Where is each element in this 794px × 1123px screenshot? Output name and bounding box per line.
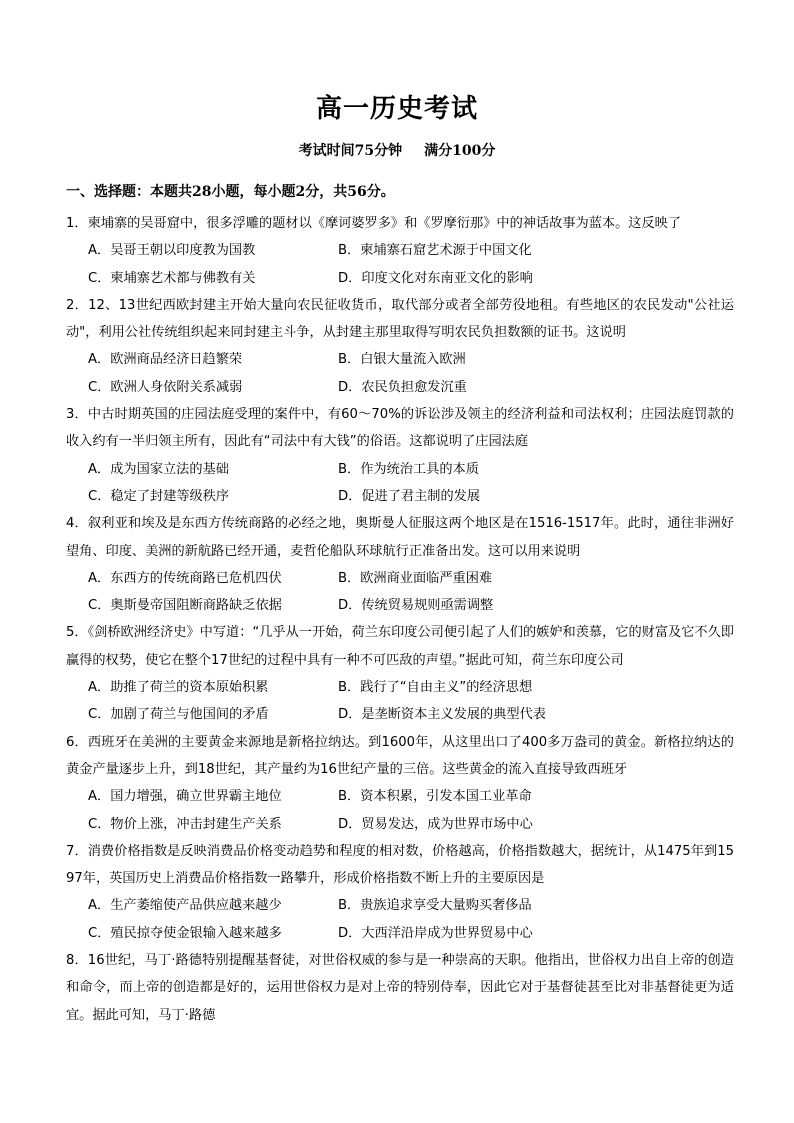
option-d: D．是垄断资本主义发展的典型代表 [338, 707, 546, 723]
question-8 [66, 947, 734, 1029]
option-a: A．东西方的传统商路已危机四伏 [88, 570, 282, 586]
option-d: D．促进了君主制的发展 [338, 488, 481, 504]
option-b: B．白银大量流入欧洲 [338, 352, 466, 368]
question-7 [66, 838, 734, 947]
option-b: B．欧洲商业面临严重困难 [338, 570, 493, 586]
option-b: B．贵族追求享受大量购买奢侈品 [338, 898, 532, 914]
option-c: C．加剧了荷兰与他国间的矛盾 [88, 707, 269, 723]
question-list [66, 210, 734, 1029]
question-4 [66, 510, 734, 619]
question-options [66, 783, 734, 838]
option-c: C．物价上涨，冲击封建生产关系 [88, 816, 282, 832]
question-1 [66, 210, 734, 292]
section-heading: 一、选择题：本题共28小题，每小题2分，共56分。 [66, 184, 395, 200]
question-stem: 5．《剑桥欧洲经济史》中写道：“几乎从一开始，荷兰东印度公司便引起了人们的嫉妒和羡慕，它的财富及它不久即赢得的权势，使它在整个17世纪的过程中具有一种不可匹敌的声望。”据此可知，荷兰东印度公司 [66, 625, 734, 668]
exam-time: 考试时间75分钟 [298, 143, 403, 159]
question-stem: 2．12、13世纪西欧封建主开始大量向农民征收货币，取代部分或者全部劳役地租。有些地区的农民发动"公社运动"，利用公社传统组织起来同封建主斗争，从封建主那里取得写明农民负担数额的证书。这说明 [66, 297, 734, 341]
option-a: A．欧洲商品经济日趋繁荣 [88, 352, 243, 368]
option-c: C．柬埔寨艺术都与佛教有关 [88, 270, 256, 286]
option-a: A．生产萎缩使产品供应越来越少 [88, 898, 282, 914]
question-stem: 3．中古时期英国的庄园法庭受理的案件中，有60～70%的诉讼涉及领主的经济利益和司法权利；庄园法庭罚款的收入约有一半归领主所有，因此有“司法中有大钱”的俗语。这都说明了庄园法庭 [66, 407, 734, 450]
option-d: D．贸易发达，成为世界市场中心 [338, 816, 533, 832]
question-options [66, 892, 734, 947]
option-d: D．农民负担愈发沉重 [338, 379, 467, 395]
question-2 [66, 292, 734, 401]
option-b: B．资本积累，引发本国工业革命 [338, 789, 532, 805]
option-b: B．作为统治工具的本质 [338, 461, 479, 477]
question-options [66, 237, 734, 292]
option-d: D．印度文化对东南亚文化的影响 [338, 270, 533, 286]
option-c: C．稳定了封建等级秩序 [88, 488, 230, 504]
exam-score: 满分100分 [424, 143, 496, 159]
option-d: D．大西洋沿岸成为世界贸易中心 [338, 925, 533, 941]
exam-subtitle [0, 140, 794, 160]
option-b: B．柬埔寨石窟艺术源于中国文化 [338, 243, 532, 259]
question-options [66, 346, 734, 401]
question-stem: 1．柬埔寨的吴哥窟中，很多浮雕的题材以《摩诃婆罗多》和《罗摩衍那》中的神话故事为蓝本。这反映了 [66, 216, 682, 231]
option-c: C．殖民掠夺使金银输入越来越多 [88, 925, 282, 941]
option-b: B．践行了“自由主义”的经济思想 [338, 680, 533, 696]
option-a: A．助推了荷兰的资本原始积累 [88, 680, 269, 696]
option-c: C．奥斯曼帝国阻断商路缺乏依据 [88, 598, 282, 614]
question-options [66, 674, 734, 729]
question-options [66, 565, 734, 620]
question-3 [66, 401, 734, 510]
question-stem: 8．16世纪，马丁·路德特别提醒基督徒，对世俗权威的参与是一种崇高的天职。他指出，世俗权力出自上帝的创造和命令，而上帝的创造都是好的，运用世俗权力是对上帝的特别侍奉，因此它对于基督徒甚至比对非基督徒更为适宜。据此可知，马丁·路德 [66, 953, 734, 1023]
option-d: D．传统贸易规则亟需调整 [338, 598, 494, 614]
option-c: C．欧洲人身依附关系减弱 [88, 379, 243, 395]
option-a: A．国力增强，确立世界霸主地位 [88, 789, 282, 805]
question-5 [66, 619, 734, 728]
question-stem: 7．消费价格指数是反映消费品价格变动趋势和程度的相对数，价格越高，价格指数越大，据统计，从1475年到1597年，英国历史上消费品价格指数一路攀升，形成价格指数不断上升的主要原因是 [66, 843, 734, 887]
question-6 [66, 729, 734, 838]
question-stem: 4．叙利亚和埃及是东西方传统商路的必经之地，奥斯曼人征服这两个地区是在1516-1517年。此时，通往非洲好望角、印度、美洲的新航路已经开通，麦哲伦船队环球航行正准备出发。这可以用来说明 [66, 516, 734, 559]
option-a: A．成为国家立法的基础 [88, 461, 229, 477]
question-options [66, 456, 734, 511]
question-stem: 6．西班牙在美洲的主要黄金来源地是新格拉纳达。到1600年，从这里出口了400多万盎司的黄金。新格拉纳达的黄金产量逐步上升，到18世纪，其产量约为16世纪产量的三倍。这些黄金的流入直接导致西班牙 [66, 734, 734, 777]
exam-title: 高一历史考试 [315, 94, 478, 124]
option-a: A．吴哥王朝以印度教为国教 [88, 243, 256, 259]
